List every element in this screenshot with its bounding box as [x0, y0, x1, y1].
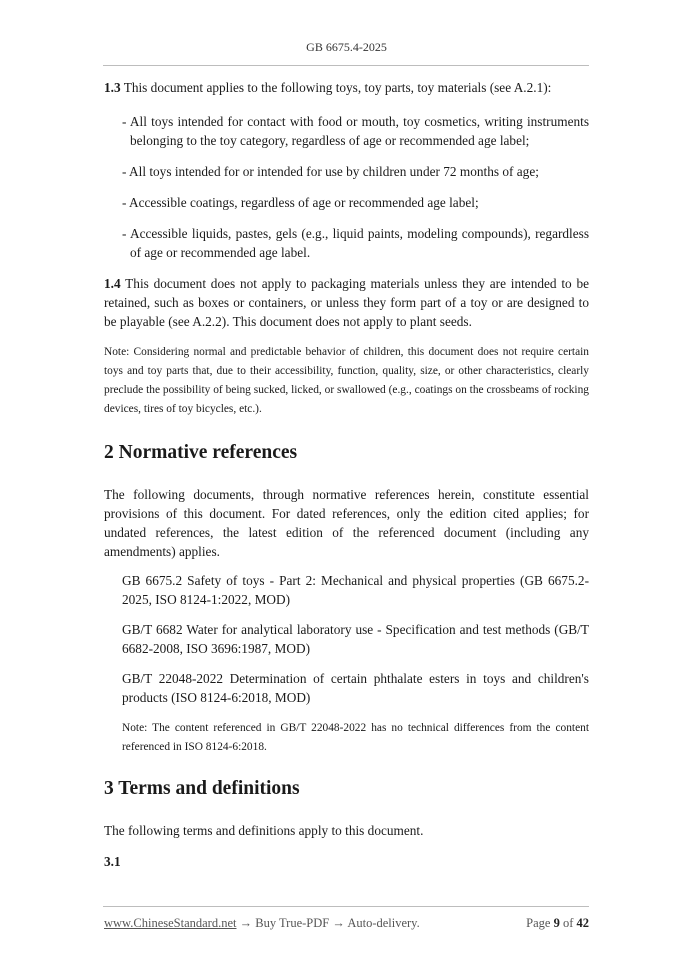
- clause-1-3: [104, 78, 589, 97]
- list-item: - Accessible coatings, regardless of age or recommended age label;: [122, 195, 479, 210]
- note-text: Note: The content referenced in GB/T 22048-2022 has no technical differences from the content referenced in ISO 8124-6:2018.: [122, 722, 589, 753]
- clause-1-4: [104, 274, 589, 331]
- footer-divider: [103, 906, 589, 907]
- header-divider: [103, 65, 589, 66]
- reference-item: GB/T 6682 Water for analytical laboratory use - Specification and test methods (GB/T 6682-2008, ISO 3696:1987, MOD): [122, 622, 589, 656]
- page-number: 9: [553, 916, 560, 930]
- list-item: - All toys intended for contact with food or mouth, toy cosmetics, writing instruments belonging to the toy category, regardless of age or recommended age label;: [122, 114, 589, 148]
- reference-list: [104, 571, 589, 757]
- page-footer: [104, 916, 589, 931]
- clause-text: This document applies to the following toys, toy parts, toy materials (see A.2.1):: [123, 80, 552, 95]
- arrow-icon: →: [332, 916, 345, 930]
- reference-item: GB/T 22048-2022 Determination of certain phthalate esters in toys and children's products (ISO 8124-6:2018, MOD): [122, 671, 589, 705]
- footer-links: [104, 916, 420, 931]
- document-id: GB 6675.4-2025: [306, 40, 387, 54]
- term-number: 3.1: [104, 854, 121, 869]
- clause-text: This document does not apply to packaging materials unless they are intended to be retained, such as boxes or containers, or unless they form part of a toy or are designed to be playable (see A.2.2). This document does not apply to plant seeds.: [104, 276, 589, 329]
- buy-text: Buy True-PDF: [255, 916, 330, 930]
- section-intro: The following documents, through normative references herein, constitute essential provisions of this document. For dated references, only the edition cited applies; for undated references, the latest edition of the referenced document (including any amendments) applies.: [104, 487, 589, 559]
- arrow-icon: →: [239, 916, 253, 930]
- clause-number: 1.4: [104, 276, 121, 291]
- page-body: [104, 78, 589, 871]
- clause-number: 1.3: [104, 80, 121, 95]
- site-link[interactable]: www.ChineseStandard.net: [104, 916, 237, 930]
- section-intro: The following terms and definitions apply to this document.: [104, 823, 424, 838]
- list-item: - All toys intended for or intended for use by children under 72 months of age;: [122, 164, 539, 179]
- section-heading: 3 Terms and definitions: [104, 778, 300, 799]
- reference-item: GB 6675.2 Safety of toys - Part 2: Mechanical and physical properties (GB 6675.2-2025, ISO 8124-1:2022, MOD): [122, 573, 589, 607]
- page-total: 42: [576, 916, 589, 930]
- page-indicator: Page 9 of 42: [526, 916, 589, 930]
- note-text: Note: Considering normal and predictable behavior of children, this document does not require certain toys and toy parts that, due to their accessibility, function, quality, size, or other characteristics, clearly preclude the possibility of being sucked, licked, or swallowed (e.g., coatings on the crossbeams of rocking devices, tires of toy bicycles, etc.).: [104, 346, 589, 415]
- list-item: - Accessible liquids, pastes, gels (e.g., liquid paints, modeling compounds), regardless of age or recommended age label.: [122, 226, 589, 260]
- section-heading: 2 Normative references: [104, 442, 298, 463]
- page-header: [0, 40, 693, 55]
- delivery-text: Auto-delivery.: [347, 916, 420, 930]
